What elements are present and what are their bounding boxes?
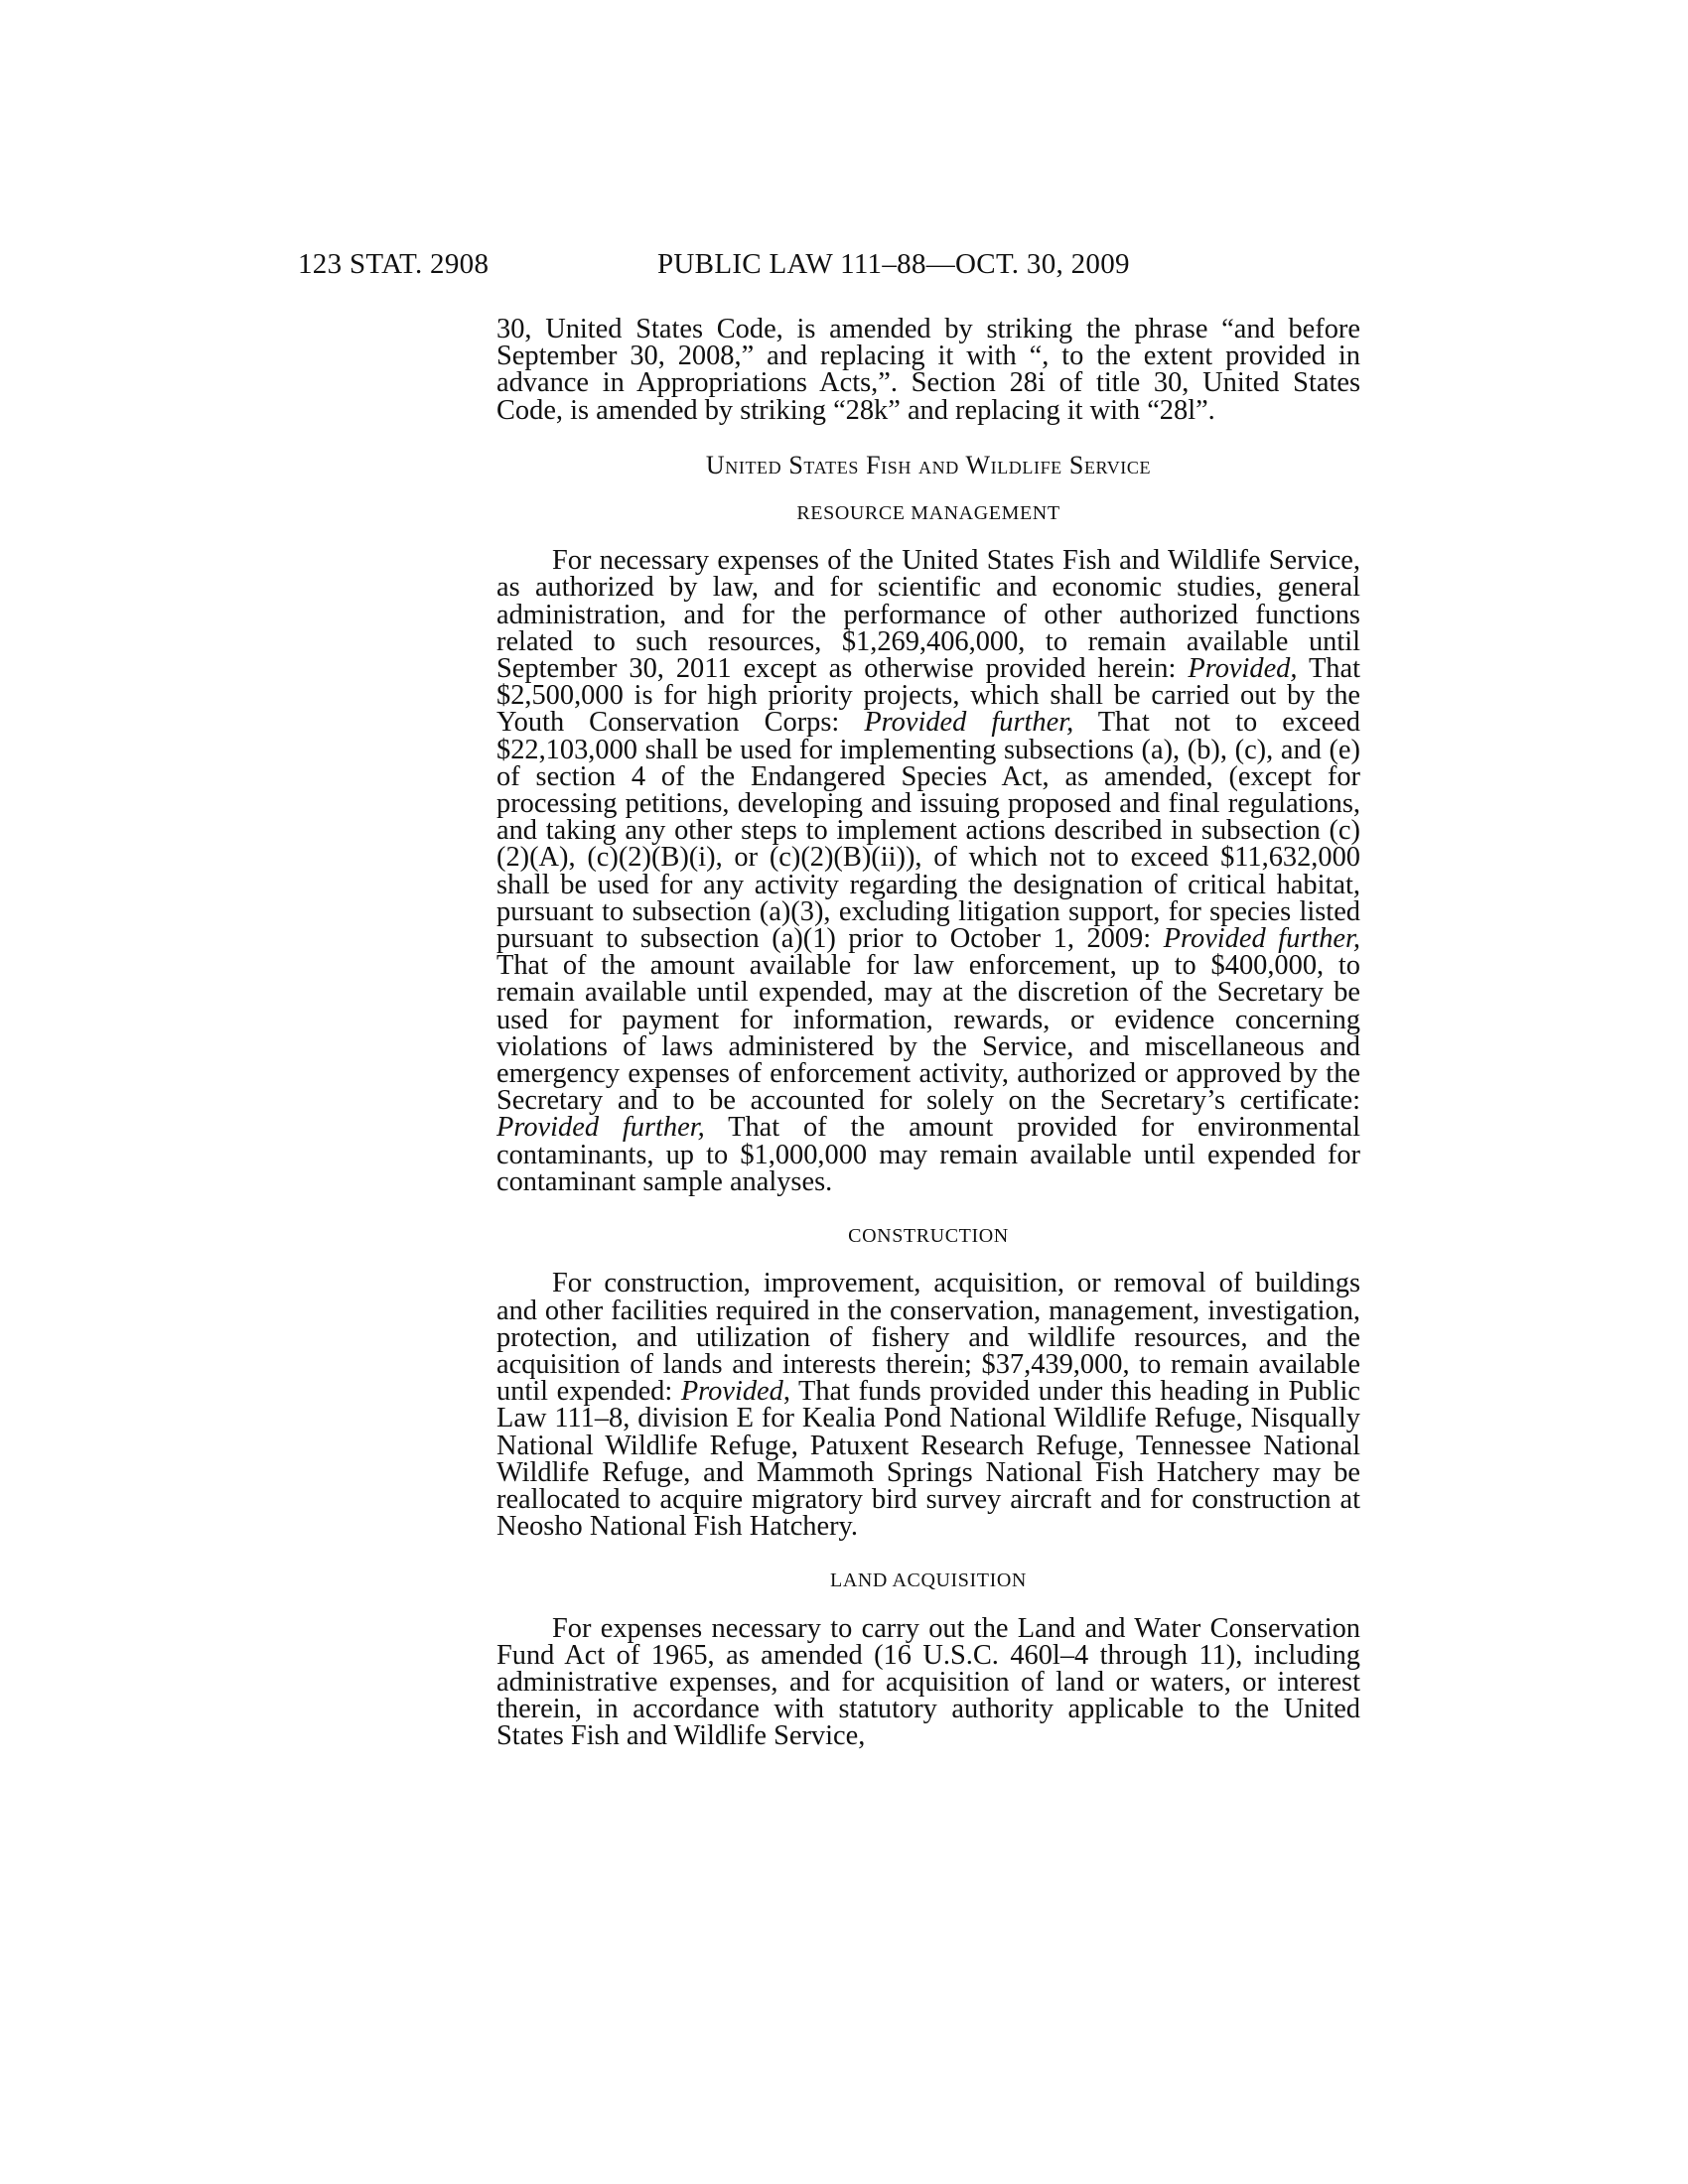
rm-proviso-3: Provided further, (1163, 923, 1360, 955)
resource-management-paragraph (496, 547, 1360, 1195)
rm-proviso-1: Provided, (1188, 653, 1298, 685)
rm-text-5: That of the amount provided for environmental contaminants, up to $1,000,000 may remain available until expended for contaminant sample analyses. (496, 1112, 1360, 1197)
law-title: PUBLIC LAW 111–88—OCT. 30, 2009 (657, 248, 1130, 280)
construction-paragraph (496, 1268, 1361, 1543)
construction-proviso-1: Provided (680, 1376, 783, 1408)
rm-text-3: That not to exceed $22,103,000 shall be used for implementing subsections (a), (b), (c), and (e) of section 4 of the Endangered Species Act, as amended, (except for processing petitions, developing and issuing proposed and final regulations, and taking any other steps to implement actions described in subsection (c)(2)(A), (c)(2)(B)(i), or (c)(2)(B)(ii)), of which not to exceed $11,632,000 shall be used for any activity regarding the designation of critical habitat, pursuant to subsection (a)(3), excluding litigation support, for species listed pursuant to subsection (a)(1) prior to October 1, 2009: (496, 707, 1360, 955)
document-body (496, 316, 1360, 1750)
construction-heading: CONSTRUCTION (848, 1225, 1009, 1248)
rm-text-1: For necessary expenses of the United States Fish and Wildlife Service, as authorized by law, and for scientific and economic studies, general administration, and for the performance of other authorized functions related to such resources, $1,269,406,000, to remain available until September 30, 2011 except as otherwise provided herein: (496, 545, 1360, 685)
construction-text-1: For construction, improvement, acquisition, or removal of buildings and other facilities required in the conservation, management, investigation, protection, and utilization of fishery and wildlife resources, and the acquisition of lands and interests therein; $37,439,000, to remain available until expended: (496, 1268, 1360, 1408)
land-acquisition-paragraph: For expenses necessary to carry out the Land and Water Conservation Fund Act of 1965, as amended (16 U.S.C. 460l–4 through 11), including administrative expenses, and for acquisition of land or waters, or interest therein, in accordance with statutory authority applicable to the United States Fish and Wildlife Service, (496, 1612, 1360, 1752)
page-header (298, 248, 1390, 292)
agency-heading: United States Fish and Wildlife Service (705, 450, 1152, 479)
rm-proviso-4: Provided further, (496, 1112, 705, 1144)
construction-text-2: , That funds provided under this heading in Public Law 111–8, division E for Kealia Pond National Wildlife Refuge, Nisqually National Wildlife Refuge, Patuxent Research Refuge, Tennessee National Wildlife Refuge, and Mammoth Springs National Fish Hatchery may be reallocated to acquire migratory bird survey aircraft and for construction at Neosho National Fish Hatchery. (496, 1376, 1361, 1543)
rm-proviso-2: Provided further, (864, 707, 1074, 739)
resource-management-heading: RESOURCE MANAGEMENT (796, 502, 1060, 525)
intro-paragraph: 30, United States Code, is amended by striking the phrase “and before September 30, 2008,” and replacing it with “, to the extent provided in advance in Appropriations Acts,”. Section 28i of title 30, United States Code, is amended by striking “28k” and replacing it with “28l”. (496, 314, 1360, 426)
rm-text-2: That $2,500,000 is for high priority projects, which shall be carried out by the Youth Conservation Corps: (496, 653, 1360, 739)
rm-text-4: That of the amount available for law enforcement, up to $400,000, to remain available until expended, may at the discretion of the Secretary be used for payment for information, rewards, or evidence concerning violations of laws administered by the Service, and miscellaneous and emergency expenses of enforcement activity, authorized or approved by the Secretary and to be accounted for solely on the Secretary’s certificate: (496, 950, 1360, 1117)
land-acquisition-heading: LAND ACQUISITION (830, 1570, 1027, 1592)
statute-page-number: 123 STAT. 2908 (298, 248, 490, 280)
